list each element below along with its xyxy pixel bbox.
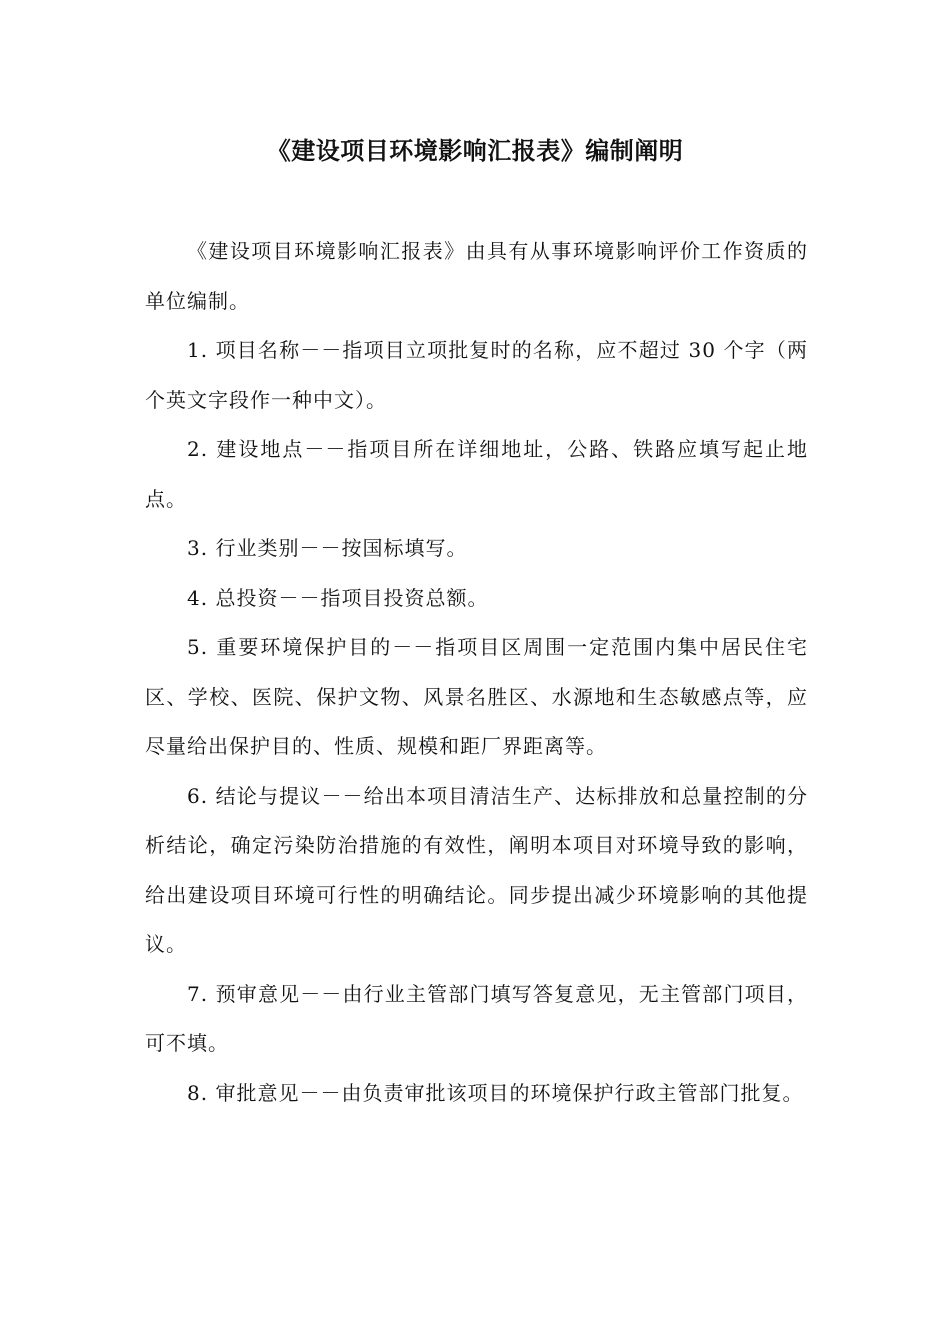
intro-paragraph: 《建设项目环境影响汇报表》由具有从事环境影响评价工作资质的单位编制。	[145, 239, 808, 313]
item-construction-site: 2. 建设地点－－指项目所在详细地址，公路、铁路应填写起止地点。	[145, 437, 808, 511]
item-conclusions: 6. 结论与提议－－给出本项目清洁生产、达标排放和总量控制的分析结论，确定污染防治措施的有效性，阐明本项目对环境导致的影响，给出建设项目环境可行性的明确结论。同步提出减少环境影响的其他提议。	[145, 783, 808, 956]
item-total-investment: 4. 总投资－－指项目投资总额。	[187, 585, 489, 610]
document-title: 《建设项目环境影响汇报表》编制阐明	[266, 137, 684, 165]
item-preliminary-review: 7. 预审意见－－由行业主管部门填写答复意见，无主管部门项目，可不填。	[145, 981, 808, 1055]
document-body	[145, 227, 808, 1118]
item-industry-category: 3. 行业类别－－按国标填写。	[187, 536, 468, 560]
item-approval-opinion: 8. 审批意见－－由负责审批该项目的环境保护行政主管部门批复。	[187, 1080, 804, 1105]
item-protection-targets: 5. 重要环境保护目的－－指项目区周围一定范围内集中居民住宅区、学校、医院、保护文物、风景名胜区、水源地和生态敏感点等，应尽量给出保护目的、性质、规模和距厂界距离等。	[145, 635, 808, 758]
item-project-name: 1. 项目名称－－指项目立项批复时的名称，应不超过 30 个字（两个英文字段作一种中文）。	[145, 338, 808, 412]
